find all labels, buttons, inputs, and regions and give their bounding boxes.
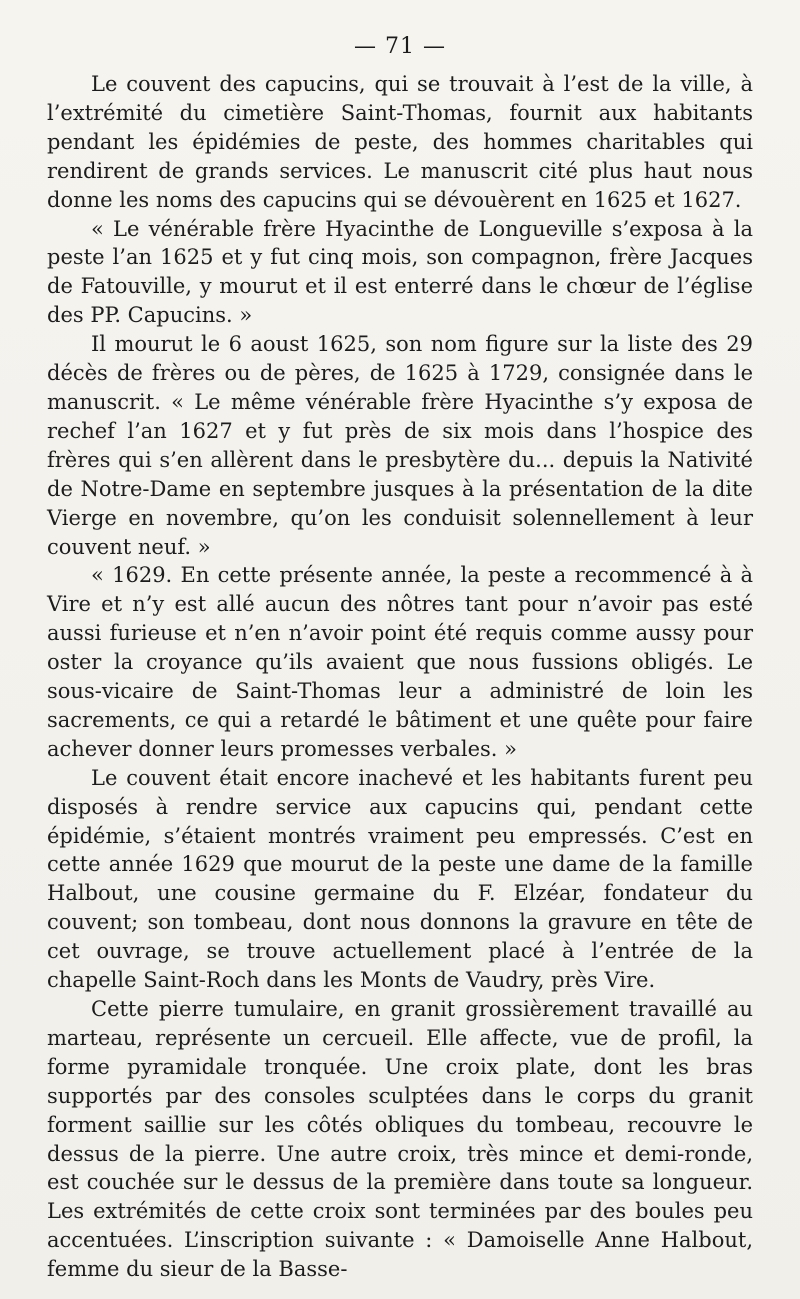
paragraph: Le couvent était encore inachevé et les habitants furent peu disposés à rendre service aux capucins qui, pendant cette épidémie, s’étaient montrés vraiment peu empressés. C’est en cette année 1629 que mourut de la peste une dame de la famille Halbout, une cousine germaine du F. Elzéar, fondateur du couvent; son tombeau, dont nous donnons la gravure en tête de cet ouvrage, se trouve actuellement placé à l’entrée de la chapelle Saint-Roch dans les Monts de Vaudry, près Vire. <box>47 765 753 993</box>
paragraph: Cette pierre tumulaire, en granit grossièrement travaillé au marteau, représente un cercueil. Elle affecte, vue de profil, la forme pyramidale tronquée. Une croix plate, dont les bras supportés par des consoles sculptées dans le corps du granit forment saillie sur les côtés obliques du tombeau, recouvre le dessus de la pierre. Une autre croix, très mince et demi-ronde, est couchée sur le dessus de la première dans toute sa longueur. Les extrémités de cette croix sont terminées par des boules peu accentuées. L’inscription suivante : « Damoiselle Anne Halbout, femme du sieur de la Basse- <box>47 997 753 1282</box>
body-text <box>47 70 753 1284</box>
paragraph: Le couvent des capucins, qui se trouvait à l’est de la ville, à l’extrémité du cimetière Saint-Thomas, fournit aux habitants pendant les épidémies de peste, des hommes charitables qui rendirent de grands services. Le manuscrit cité plus haut nous donne les noms des capucins qui se dévouèrent en 1625 et 1627. <box>47 72 753 212</box>
paragraph: « 1629. En cette présente année, la peste a recommencé à à Vire et n’y est allé aucun des nôtres tant pour n’avoir pas esté aussi furieuse et n’en n’avoir point été requis comme aussy pour oster la croyance qu’ils avaient que nous fussions obligés. Le sous-vicaire de Saint-Thomas leur a administré de loin les sacrements, ce qui a retardé le bâtiment et une quête pour faire achever donner leurs promesses verbales. » <box>47 563 753 761</box>
paragraph: « Le vénérable frère Hyacinthe de Longueville s’exposa à la peste l’an 1625 et y fut cinq mois, son compagnon, frère Jacques de Fatouville, y mourut et il est enterré dans le chœur de l’église des PP. Capucins. » <box>47 216 753 328</box>
paragraph: Il mourut le 6 aoust 1625, son nom figure sur la liste des 29 décès de frères ou de pères, de 1625 à 1729, consignée dans le manuscrit. « Le même vénérable frère Hyacinthe s’y exposa de rechef l’an 1627 et y fut près de six mois dans l’hospice des frères qui s’en allèrent dans le presbytère du... depuis la Nativité de Notre-Dame en septembre jusques à la présentation de la dite Vierge en novembre, qu’on les conduisit solennellement à leur couvent neuf. » <box>47 332 753 559</box>
page-number: — 71 — <box>354 34 446 59</box>
